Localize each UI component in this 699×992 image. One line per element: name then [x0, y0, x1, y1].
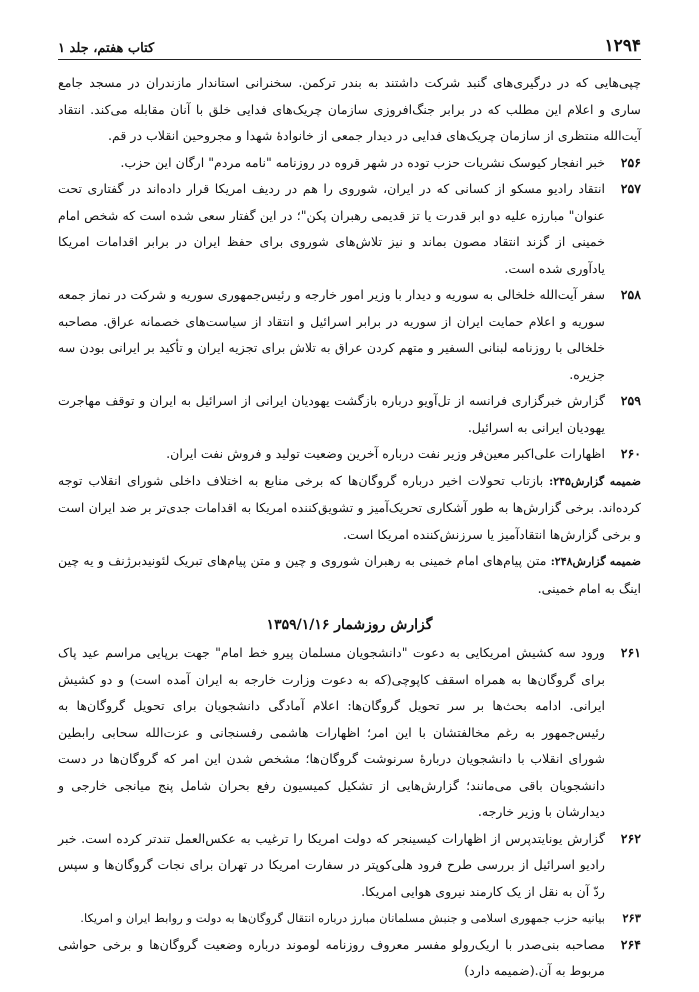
book-title: کتاب هفتم، جلد ۱ — [58, 41, 155, 56]
appendix-248 — [58, 548, 641, 602]
entry-text: ورود سه کشیش امریکایی به دعوت "دانشجویان مسلمان پیرو خط امام" جهت برپایی مراسم عید پاک برای گروگان‌ها به همراه اسقف کاپوچی(که به دعوت وزارت خارجه به ایران آمده است) و دو کشیش ایرانی. ادامه بحث‌ها بر سر تحویل گروگان‌ها: اعلام آمادگی دانشجویان برای تحویل گروگان‌ها به رئیس‌جمهور به رغم مخالفتشان با این امر؛ اظهارات هاشمی رفسنجانی و عزت‌الله سحابی رابطین شورای انقلاب با دانشجویان دربارهٔ سرنوشت گروگان‌ها؛ مشخص شدن این امر که گروگان‌ها در دست دانشجویان باقی می‌مانند؛ گزارش‌هایی از تشکیل کمیسیون رفع بحران شامل پنج میانجی خارجی و دیدارشان با وزیر خارجه. — [58, 645, 605, 819]
entry-256 — [58, 150, 641, 177]
entry-text: گزارش خبرگزاری فرانسه از تل‌آویو درباره بازگشت یهودیان ایرانی از اسرائیل به ایران و توقف مهاجرت یهودیان ایرانی به اسرائیل. — [58, 393, 605, 435]
entry-number: ۲۶۲ — [620, 830, 641, 846]
entry-264 — [58, 932, 641, 985]
entry-number: ۲۶۰ — [620, 446, 641, 461]
appendix-text: متن پیام‌های امام خمینی به رهبران شوروی و چین و متن پیام‌های تبریک لئونیدبرژنف و یه چین اینگ به امام خمینی. — [58, 553, 641, 596]
entry-number: ۲۶۳ — [622, 911, 641, 925]
entries-first-list — [58, 150, 641, 468]
entry-259 — [58, 388, 641, 441]
appendix-label: ضمیمه گزارش۲۴۵: — [549, 474, 641, 488]
entry-number: ۲۵۹ — [620, 393, 641, 408]
entry-number: ۲۶۴ — [620, 936, 641, 952]
entries-second-list — [58, 640, 641, 985]
page-header — [58, 28, 641, 60]
entry-258 — [58, 282, 641, 388]
entry-number: ۲۵۷ — [620, 181, 641, 196]
appendix-245 — [58, 468, 641, 549]
entry-257 — [58, 176, 641, 282]
entry-number: ۲۵۸ — [620, 287, 641, 302]
entry-text: گزارش یونایتدپرس از اظهارات کیسینجر که دولت امریکا را ترغیب به عکس‌العمل تندتر کرده است. خبر رادیو اسرائیل از بررسی طرح فرود هلی‌کوپتر در سفارت امریکا در تهران برای نجات گروگان‌ها و سپس ردّ آن به نقل از یک کارمند نیروی هوایی امریکا. — [58, 830, 605, 899]
entry-261 — [58, 640, 641, 826]
entry-260 — [58, 441, 641, 468]
intro-paragraph — [58, 70, 641, 150]
entry-text: بیانیه حزب جمهوری اسلامی و جنبش مسلمانان مبارز درباره انتقال گروگان‌ها به دولت و روابط ایران و امریکا. — [80, 911, 605, 925]
appendix-text: بازتاب تحولات اخیر درباره گروگان‌ها که برخی منابع به اختلاف داخلی شورای انقلاب توجه کرده‌اند. برخی گزارش‌ها به طور آشکاری تحریک‌آمیز و تشویق‌کننده امریکا به اقدامات جدی‌تر بر ضد ایران است و برخی گزارش‌ها انتقادآمیز یا سرزنش‌کننده امریکا است. — [58, 472, 641, 542]
entry-262 — [58, 826, 641, 906]
appendix-label: ضمیمه گزارش۲۴۸: — [550, 555, 641, 568]
intro-text: چپی‌هایی که در درگیری‌های گنبد شرکت داشتند به بندر ترکمن. سخنرانی استاندار مازندران در مسجد جامع ساری و اعلام این مطلب که در برابر جنگ‌افروزی سازمان چریک‌های فدایی خلق با آنان مقابله می‌کند. انتقاد آیت‌الله منتظری از سازمان چریک‌های فدایی در دیدار جمعی از خانوادهٔ شهدا و مجروحین انقلاب در قم. — [58, 75, 641, 143]
page-number: ۱۲۹۴ — [604, 36, 641, 56]
entry-text: خبر انفجار کیوسک نشریات حزب توده در شهر قروه در روزنامه "نامه مردم" ارگان این حزب. — [120, 154, 605, 170]
entry-text: اظهارات علی‌اکبر معین‌فر وزیر نفت درباره آخرین وضعیت تولید و فروش نفت ایران. — [166, 446, 605, 461]
entry-263 — [58, 905, 641, 932]
entry-text: مصاحبه بنی‌صدر با اریک‌رولو مفسر معروف روزنامه لوموند درباره وضعیت گروگان‌ها و برخی حواشی مربوط به آن.(ضمیمه دارد) — [58, 936, 605, 978]
entry-text: انتقاد رادیو مسکو از کسانی که در ایران، شوروی را هم در ردیف امریکا قرار داده‌اند در گفتاری تحت عنوان" مبارزه علیه دو ابر قدرت یا تز قدیمی رهبران پکن"؛ در این گفتار سعی شده است که شخص امام خمینی از گزند انتقاد مصون بماند و نیز تلاش‌های شوروی برای حفظ ایران در برابر اقدامات امریکا یادآوری شده است. — [58, 181, 605, 276]
entry-number: ۲۵۶ — [620, 154, 641, 170]
entry-number: ۲۶۱ — [620, 645, 641, 660]
entry-text: سفر آیت‌الله خلخالی به سوریه و دیدار با وزیر امور خارجه و رئیس‌جمهوری سوریه و شرکت در نماز جمعه سوریه و اعلام حمایت ایران از سوریه در برابر اسرائیل و انتقاد از سیاست‌های خصمانه عراق. مصاحبه خلخالی با روزنامه لبنانی السفیر و متهم کردن عراق به تلاش برای تجزیه ایران و تأکید بر ایرانی بودن سه جزیره. — [58, 287, 605, 382]
section-title: گزارش روزشمار ۱۳۵۹/۱/۱۶ — [266, 617, 433, 633]
